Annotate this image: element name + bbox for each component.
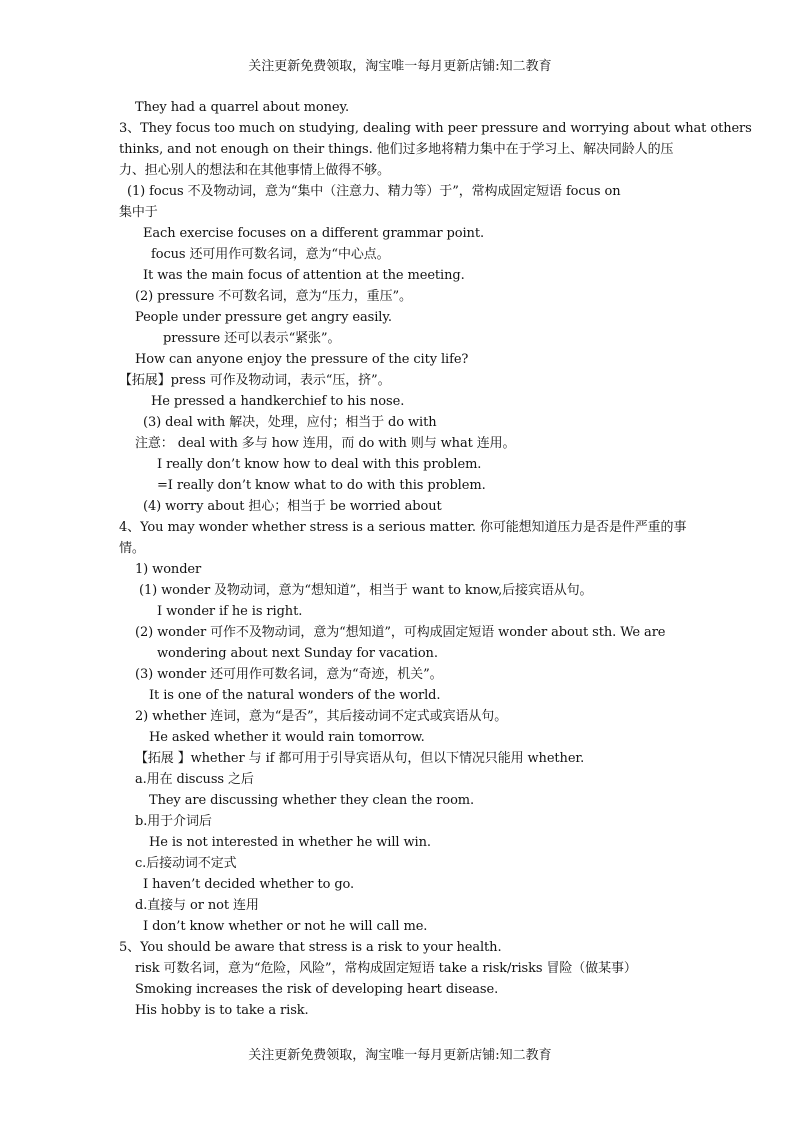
text-line: People under pressure get angry easily.: [135, 310, 392, 325]
text-line: I haven’t decided whether to go.: [143, 877, 355, 892]
text-line: (3) wonder 还可用作可数名词，意为“奇迹，机关”。: [135, 667, 443, 682]
text-line: 注意： deal with 多与 how 连用，而 do with 则与 what 连用。: [135, 436, 516, 451]
text-line: b.用于介词后: [135, 814, 212, 829]
text-line: 【拓展】press 可作及物动词，表示“压，挤”。: [119, 373, 391, 388]
text-line: Each exercise focuses on a different grammar point.: [143, 226, 484, 241]
text-line: It is one of the natural wonders of the world.: [149, 688, 441, 703]
text-line: a.用在 discuss 之后: [135, 772, 254, 787]
text-line: They had a quarrel about money.: [135, 100, 350, 115]
text-line: They are discussing whether they clean the room.: [149, 793, 475, 808]
page-header: 关注更新免费领取，淘宝唯一每月更新店铺:知二教育: [248, 59, 552, 74]
text-line: (4) worry about 担心；相当于 be worried about: [143, 499, 442, 514]
text-line: His hobby is to take a risk.: [135, 1003, 309, 1018]
text-line: 3、They focus too much on studying, dealing with peer pressure and worrying about what others: [119, 121, 752, 136]
text-line: 2) whether 连词，意为“是否”，其后接动词不定式或宾语从句。: [135, 709, 508, 724]
text-line: d.直接与 or not 连用: [135, 898, 259, 913]
text-line: He is not interested in whether he will win.: [149, 835, 431, 850]
text-line: =I really don’t know what to do with this problem.: [157, 478, 486, 493]
text-line: It was the main focus of attention at the meeting.: [143, 268, 465, 283]
text-line: He asked whether it would rain tomorrow.: [149, 730, 425, 745]
text-line: (1) wonder 及物动词，意为“想知道”，相当于 want to know,后接宾语从句。: [139, 583, 593, 598]
text-line: Smoking increases the risk of developing heart disease.: [135, 982, 499, 997]
text-line: 集中于: [119, 205, 158, 220]
text-line: wondering about next Sunday for vacation.: [157, 646, 438, 661]
text-line: (2) wonder 可作不及物动词，意为“想知道”，可构成固定短语 wonder about sth. We are: [135, 625, 666, 640]
text-line: I don’t know whether or not he will call me.: [143, 919, 428, 934]
page-footer: 关注更新免费领取，淘宝唯一每月更新店铺:知二教育: [248, 1048, 552, 1063]
text-line: risk 可数名词，意为“危险，风险”，常构成固定短语 take a risk/risks 冒险（做某事）: [135, 961, 637, 976]
text-line: 力、担心别人的想法和在其他事情上做得不够。: [119, 163, 390, 178]
text-line: (1) focus 不及物动词，意为“集中（注意力、精力等）于”，常构成固定短语 focus on: [127, 184, 621, 199]
text-line: c.后接动词不定式: [135, 856, 237, 871]
text-line: 5、You should be aware that stress is a risk to your health.: [119, 940, 502, 955]
text-line: focus 还可用作可数名词，意为“中心点。: [151, 247, 390, 262]
text-line: thinks, and not enough on their things. 他们过多地将精力集中在于学习上、解决同龄人的压: [119, 142, 674, 157]
text-line: 4、You may wonder whether stress is a serious matter. 你可能想知道压力是否是件严重的事: [119, 520, 687, 535]
text-line: How can anyone enjoy the pressure of the city life?: [135, 352, 469, 367]
text-line: 1) wonder: [135, 562, 202, 577]
text-line: 【拓展 】whether 与 if 都可用于引导宾语从句，但以下情况只能用 whether.: [135, 751, 585, 766]
text-line: I really don’t know how to deal with this problem.: [157, 457, 482, 472]
text-line: pressure 还可以表示“紧张”。: [163, 331, 341, 346]
text-line: I wonder if he is right.: [157, 604, 303, 619]
text-line: (3) deal with 解决，处理，应付；相当于 do with: [143, 415, 437, 430]
text-line: He pressed a handkerchief to his nose.: [151, 394, 405, 409]
text-line: (2) pressure 不可数名词，意为“压力，重压”。: [135, 289, 412, 304]
text-line: 情。: [119, 541, 145, 556]
